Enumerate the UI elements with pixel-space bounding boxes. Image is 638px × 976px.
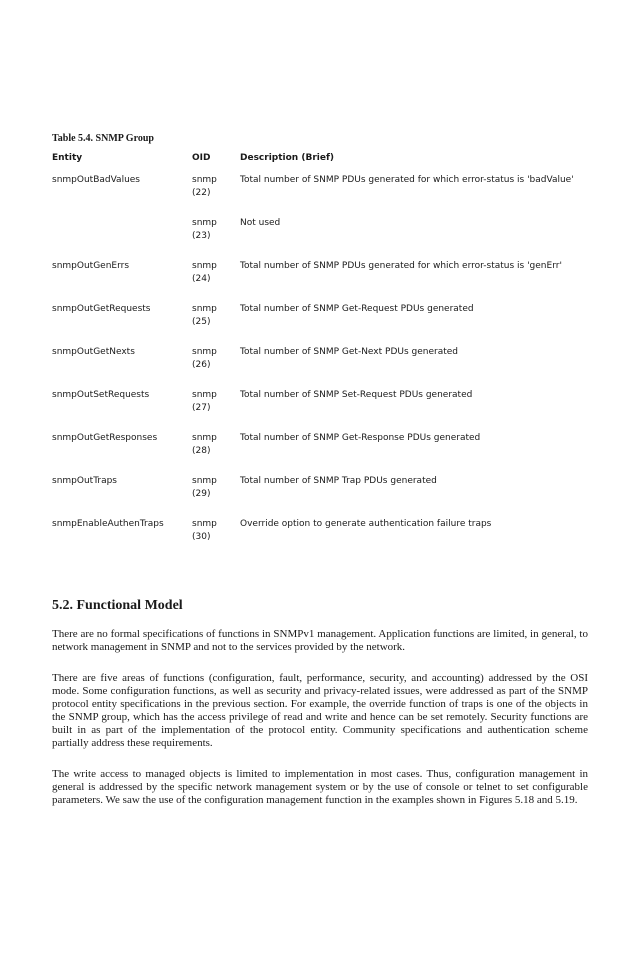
cell-description: Total number of SNMP Trap PDUs generated bbox=[240, 476, 437, 486]
oid-name: snmp bbox=[192, 175, 217, 185]
table-row bbox=[52, 303, 592, 346]
paragraph: There are no formal specifications of functions in SNMPv1 management. Application functions are limited, in general, to network management in SNMP and not to the services provided by the network. bbox=[52, 628, 588, 653]
oid-number: (30) bbox=[192, 532, 211, 542]
cell-description: Not used bbox=[240, 218, 281, 228]
paragraph: The write access to managed objects is limited to implementation in most cases. Thus, configuration management in general is addressed by the specific network management system or by the use of console or telnet to set configurable parameters. We saw the use of the configuration management function in the examples shown in Figures 5.18 and 5.19. bbox=[52, 768, 588, 806]
cell-description: Total number of SNMP Get-Request PDUs generated bbox=[240, 304, 474, 314]
table-row bbox=[52, 389, 592, 432]
table-row bbox=[52, 260, 592, 303]
table-row bbox=[52, 475, 592, 518]
cell-oid bbox=[192, 389, 240, 432]
cell-oid bbox=[192, 432, 240, 475]
oid-name: snmp bbox=[192, 347, 217, 357]
cell-entity: snmpOutGetNexts bbox=[52, 347, 135, 357]
cell-description: Total number of SNMP Set-Request PDUs generated bbox=[240, 390, 473, 400]
cell-description: Total number of SNMP PDUs generated for which error-status is 'genErr' bbox=[240, 261, 562, 271]
oid-number: (22) bbox=[192, 188, 211, 198]
cell-oid bbox=[192, 346, 240, 389]
cell-description: Total number of SNMP Get-Response PDUs generated bbox=[240, 433, 481, 443]
cell-oid bbox=[192, 475, 240, 518]
oid-number: (26) bbox=[192, 360, 211, 370]
cell-entity: snmpOutGetResponses bbox=[52, 433, 158, 443]
oid-name: snmp bbox=[192, 433, 217, 443]
oid-number: (29) bbox=[192, 489, 211, 499]
oid-name: snmp bbox=[192, 519, 217, 529]
oid-number: (25) bbox=[192, 317, 211, 327]
cell-description: Total number of SNMP Get-Next PDUs generated bbox=[240, 347, 458, 357]
section-title: 5.2. Functional Model bbox=[52, 598, 183, 613]
table-row bbox=[52, 518, 592, 561]
table-row bbox=[52, 346, 592, 389]
cell-oid bbox=[192, 217, 240, 260]
cell-entity bbox=[52, 217, 192, 260]
table-caption: Table 5.4. SNMP Group bbox=[52, 133, 154, 144]
oid-number: (27) bbox=[192, 403, 211, 413]
oid-name: snmp bbox=[192, 390, 217, 400]
snmp-group-table bbox=[52, 152, 592, 561]
cell-entity: snmpOutTraps bbox=[52, 476, 117, 486]
table-body bbox=[52, 174, 592, 561]
paragraph: There are five areas of functions (configuration, fault, performance, security, and accounting) addressed by the OSI mode. Some configuration functions, as well as security and privacy-related issues, were addressed as part of the SNMP protocol entity specifications in the previous section. For example, the override function of traps is one of the objects in the SNMP group, which has the access privilege of read and write and hence can be set remotely. Security functions are built in as part of the implementation of the protocol entity. Community specifications and authentication scheme partially address these requirements. bbox=[52, 672, 588, 749]
cell-entity: snmpOutBadValues bbox=[52, 175, 140, 185]
cell-description: Override option to generate authentication failure traps bbox=[240, 519, 492, 529]
cell-oid bbox=[192, 303, 240, 346]
cell-entity: snmpOutGetRequests bbox=[52, 304, 151, 314]
cell-entity: snmpEnableAuthenTraps bbox=[52, 519, 164, 529]
header-description: Description (Brief) bbox=[240, 153, 334, 163]
oid-name: snmp bbox=[192, 218, 217, 228]
table-header-row bbox=[52, 152, 592, 174]
cell-oid bbox=[192, 260, 240, 303]
oid-number: (28) bbox=[192, 446, 211, 456]
table-row bbox=[52, 217, 592, 260]
cell-entity: snmpOutSetRequests bbox=[52, 390, 150, 400]
oid-number: (24) bbox=[192, 274, 211, 284]
oid-name: snmp bbox=[192, 261, 217, 271]
oid-name: snmp bbox=[192, 476, 217, 486]
cell-description: Total number of SNMP PDUs generated for which error-status is 'badValue' bbox=[240, 175, 574, 185]
cell-oid bbox=[192, 518, 240, 561]
header-entity: Entity bbox=[52, 153, 83, 163]
header-oid: OID bbox=[192, 153, 211, 163]
oid-name: snmp bbox=[192, 304, 217, 314]
oid-number: (23) bbox=[192, 231, 211, 241]
cell-oid bbox=[192, 174, 240, 217]
table-row bbox=[52, 174, 592, 217]
table-row bbox=[52, 432, 592, 475]
cell-entity: snmpOutGenErrs bbox=[52, 261, 130, 271]
